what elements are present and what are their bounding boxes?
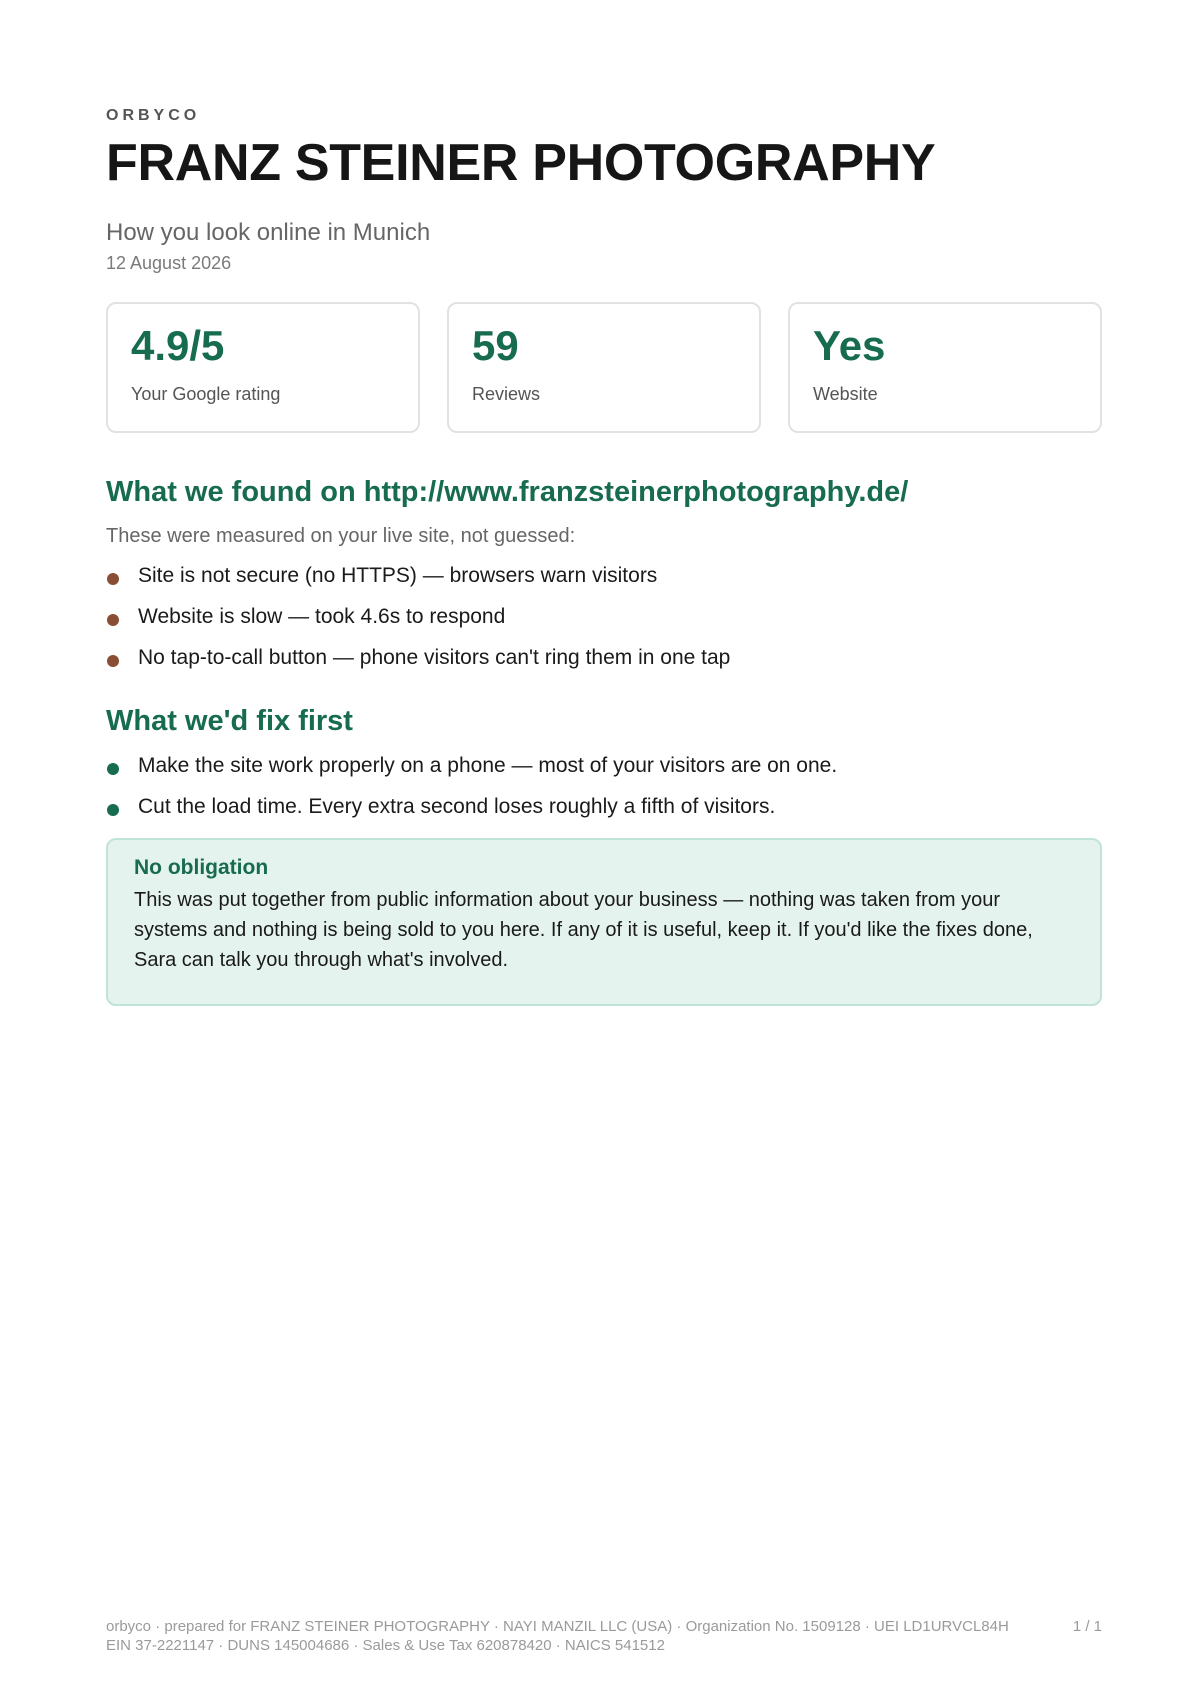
notice-body: This was put together from public information about your business — nothing was taken from your systems and nothing is being sold to you here. If any of it is useful, keep it. If you'd like the fixes done, Sara can talk you through what's involved. <box>134 889 1033 971</box>
notice-heading: No obligation <box>134 856 269 879</box>
list-item-text: No tap-to-call button — phone visitors can't ring them in one tap <box>138 646 731 669</box>
stat-card-reviews <box>447 302 761 433</box>
stat-value: Yes <box>813 322 886 369</box>
stat-cards <box>106 302 1102 437</box>
list-item <box>106 645 1102 686</box>
bullet-icon <box>107 763 119 775</box>
list-item <box>106 563 1102 604</box>
found-intro: These were measured on your live site, not guessed: <box>106 525 576 547</box>
report-date: 12 August 2026 <box>106 253 232 273</box>
list-item-text: Make the site work properly on a phone — most of your visitors are on one. <box>138 754 838 777</box>
list-item-text: Cut the load time. Every extra second loses roughly a fifth of visitors. <box>138 795 776 818</box>
page-number: 1 / 1 <box>1072 1618 1102 1635</box>
found-heading: What we found on http://www.franzsteinerphotography.de/ <box>106 476 909 508</box>
brand-name: ORBYCO <box>106 107 201 124</box>
bullet-icon <box>107 614 119 626</box>
footer-line-2: EIN 37-2221147 · DUNS 145004686 · Sales & Use Tax 620878420 · NAICS 541512 <box>106 1637 665 1654</box>
fix-heading: What we'd fix first <box>106 705 353 737</box>
stat-card-rating <box>106 302 420 433</box>
list-item <box>106 604 1102 645</box>
list-item-text: Site is not secure (no HTTPS) — browsers warn visitors <box>138 564 658 587</box>
fix-list <box>106 753 1102 835</box>
stat-value: 59 <box>472 322 519 369</box>
stat-label: Your Google rating <box>131 384 281 404</box>
no-obligation-notice <box>106 838 1102 1006</box>
stat-value: 4.9/5 <box>131 322 225 369</box>
business-title: FRANZ STEINER PHOTOGRAPHY <box>106 134 936 192</box>
list-item-text: Website is slow — took 4.6s to respond <box>138 605 506 628</box>
report-subtitle: How you look online in Munich <box>106 219 431 246</box>
bullet-icon <box>107 804 119 816</box>
bullet-icon <box>107 573 119 585</box>
footer-line-1: orbyco · prepared for FRANZ STEINER PHOTOGRAPHY · NAYI MANZIL LLC (USA) · Organization No. 1509128 · UEI LD1URVCL84H <box>106 1618 1009 1635</box>
list-item <box>106 794 1102 835</box>
found-list <box>106 563 1102 686</box>
stat-label: Website <box>813 384 878 404</box>
stat-card-website <box>788 302 1102 433</box>
list-item <box>106 753 1102 794</box>
bullet-icon <box>107 655 119 667</box>
stat-label: Reviews <box>472 384 541 404</box>
footer <box>106 1617 1102 1655</box>
